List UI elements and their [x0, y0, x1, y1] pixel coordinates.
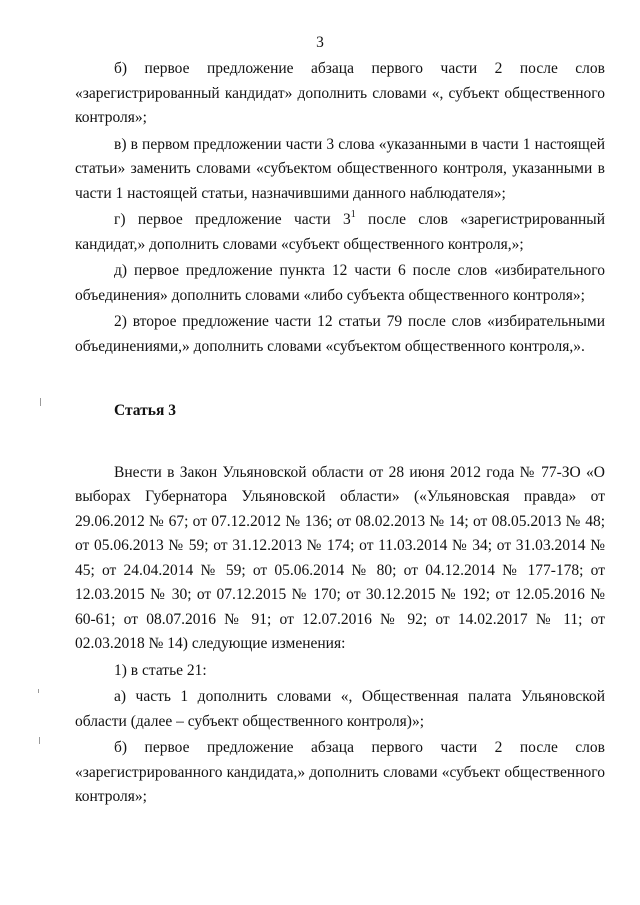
item-1b: б) первое предложение абзаца первого части 2 после слов «зарегистрированного кандидата,» дополнить словами «субъект общественного контроля»;	[75, 739, 605, 805]
paragraph-2: 2) второе предложение части 12 статьи 79 после слов «избирательными объединениями,» дополнить словами «субъектом общественного контроля,».	[75, 313, 605, 355]
paragraph-d: д) первое предложение пункта 12 части 6 после слов «избирательного объединения» дополнить словами «либо субъекта общественного контроля»;	[75, 262, 605, 304]
item-1: 1) в статье 21:	[114, 661, 207, 679]
item-1a: а) часть 1 дополнить словами «, Общественная палата Ульяновской области (далее – субъект общественного контроля)»;	[75, 688, 605, 730]
article-3-intro: Внести в Закон Ульяновской области от 28 июня 2012 года № 77-ЗО «О выборах Губернатора Ульяновской области» («Ульяновская правда» от 29.06.2012 № 67; от 07.12.2012 № 136; от 08.02.2013 № 14; от 08.05.2013 № 48; от 05.06.2013 № 59; от 31.12.2013 № 174; от 11.03.2014 № 34; от 31.03.2014 № 45; от 24.04.2014 № 59; от 05.06.2014 № 80; от 04.12.2014 № 177-178; от 12.03.2015 № 30; от 07.12.2015 № 170; от 30.12.2015 № 192; от 12.05.2016 № 60-61; от 08.07.2016 № 91; от 12.07.2016 № 92; от 14.02.2017 № 11; от 02.03.2018 № 14) следующие изменения:	[75, 463, 605, 652]
article-heading: Статья 3	[114, 402, 176, 419]
spacer	[75, 424, 605, 461]
paragraph-g-part2: после слов «зарегистрированный кандидат,» дополнить словами «субъект общественного контроля,»;	[75, 211, 605, 253]
paragraph-v: в) в первом предложении части 3 слова «указанными в части 1 настоящей статьи» заменить словами «субъектом общественного контроля, указанными в части 1 настоящей статьи, назначившими данного наблюдателя»;	[75, 135, 605, 202]
document-body	[75, 57, 605, 812]
paragraph-g	[75, 208, 605, 257]
paragraph-g-superscript: 1	[350, 208, 356, 220]
paragraph-b: б) первое предложение абзаца первого части 2 после слов «зарегистрированный кандидат» дополнить словами «, субъект общественного контроля»;	[75, 60, 605, 126]
page-number: 3	[316, 34, 324, 51]
scan-mark	[40, 398, 41, 406]
scan-mark	[39, 737, 40, 744]
spacer	[75, 361, 605, 399]
scan-mark	[38, 689, 39, 693]
paragraph-g-part1: г) первое предложение части 3	[114, 211, 351, 228]
